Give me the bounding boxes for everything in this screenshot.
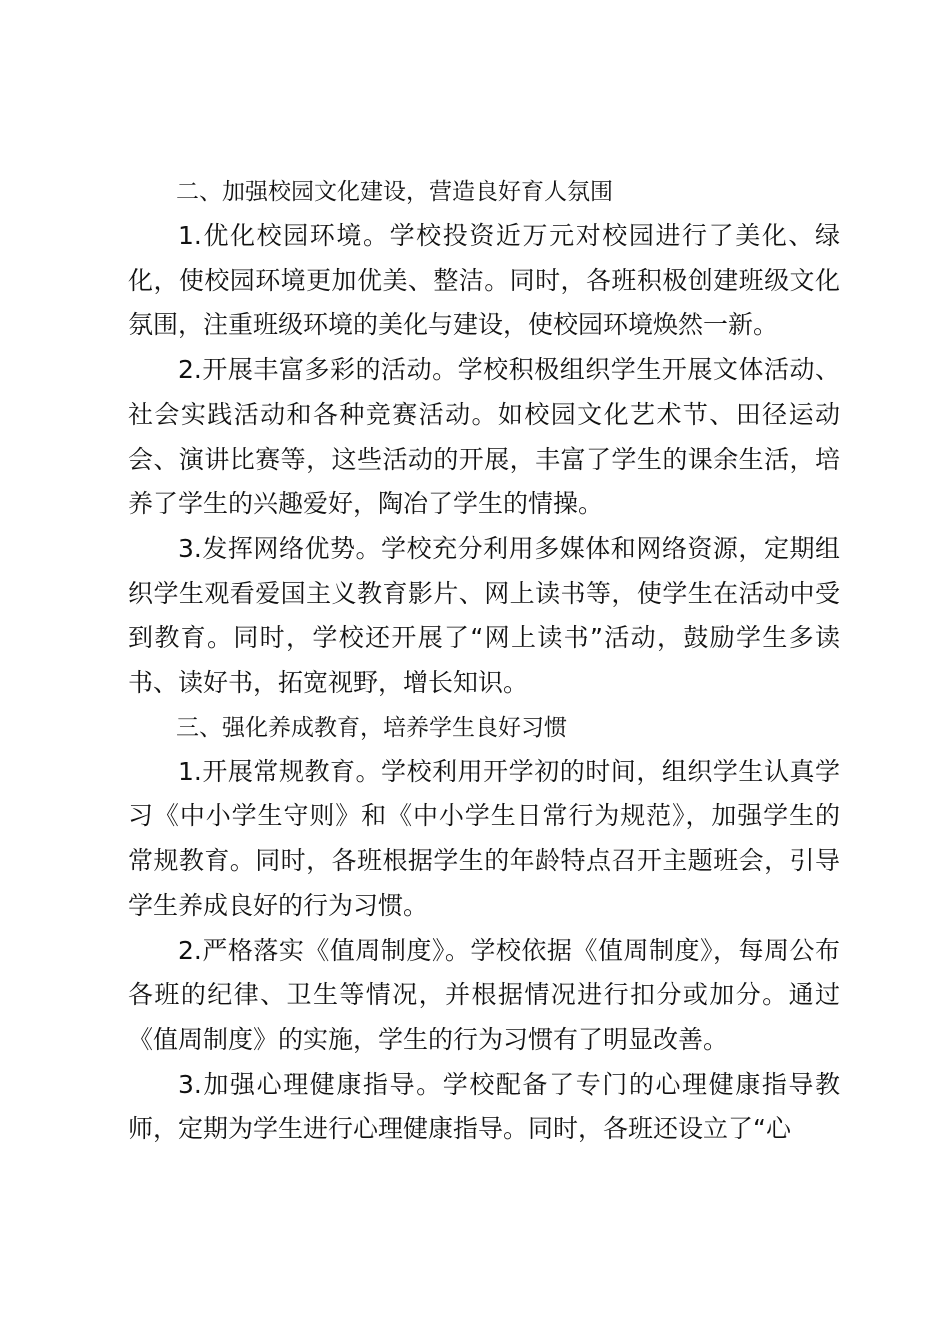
paragraph-duty-system: 2.严格落实《值周制度》。学校依据《值周制度》，每周公布各班的纪律、卫生等情况，并根据情况进行扣分或加分。通过《值周制度》的实施，学生的行为习惯有了明显改善。 xyxy=(128,935,840,1054)
paragraph-network: 3.发挥网络优势。学校充分利用多媒体和网络资源，定期组织学生观看爱国主义教育影片、网上读书等，使学生在活动中受到教育。同时，学校还开展了“网上读书”活动，鼓励学生多读书、读好书，拓宽视野，增长知识。 xyxy=(128,533,840,698)
paragraph-routine-education: 1.开展常规教育。学校利用开学初的时间，组织学生认真学习《中小学生守则》和《中小学生日常行为规范》，加强学生的常规教育。同时，各班根据学生的年龄特点召开主题班会，引导学生养成良好的行为习惯。 xyxy=(128,756,840,920)
document-body xyxy=(128,170,840,1152)
section-heading-2: 二、加强校园文化建设，营造良好育人氛围 xyxy=(176,179,613,205)
paragraph-mental-health: 3.加强心理健康指导。学校配备了专门的心理健康指导教师，定期为学生进行心理健康指导。同时，各班还设立了“心 xyxy=(128,1069,840,1144)
paragraph-activities: 2.开展丰富多彩的活动。学校积极组织学生开展文体活动、社会实践活动和各种竞赛活动。如校园文化艺术节、田径运动会、演讲比赛等，这些活动的开展，丰富了学生的课余生活，培养了学生的兴趣爱好，陶冶了学生的情操。 xyxy=(128,355,840,519)
section-heading-3: 三、强化养成教育，培养学生良好习惯 xyxy=(176,714,567,741)
paragraph-optimize-environment: 1.优化校园环境。学校投资近万元对校园进行了美化、绿化，使校园环境更加优美、整洁。同时，各班积极创建班级文化氛围，注重班级环境的美化与建设，使校园环境焕然一新。 xyxy=(128,221,840,340)
